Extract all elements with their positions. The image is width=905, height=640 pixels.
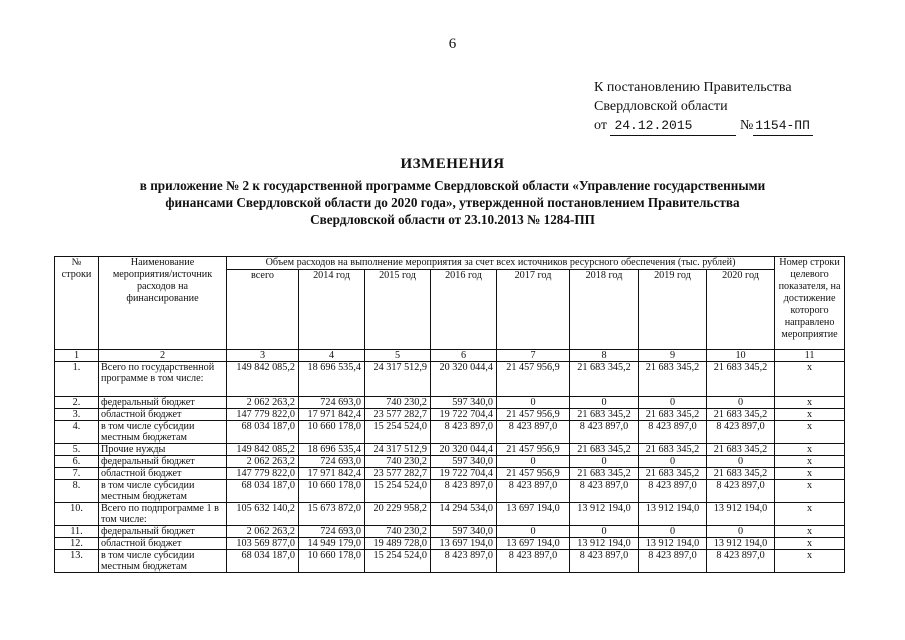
value-cell: 105 632 140,2 [227, 503, 299, 526]
header-volume: Объем расходов на выполнение мероприятия за счет всех источников ресурсного обеспечения (тыс. рублей) [227, 257, 775, 270]
row-number-cell: 7. [55, 468, 99, 480]
value-cell: 8 423 897,0 [497, 421, 570, 444]
header-year: 2014 год [299, 270, 365, 350]
header-row-number: № строки [55, 257, 99, 350]
row-number-cell: 13. [55, 550, 99, 573]
row-number-cell: 8. [55, 480, 99, 503]
header-name: Наименование мероприятия/источник расходов на финансирование [99, 257, 227, 350]
value-cell: 17 971 842,4 [299, 468, 365, 480]
target-cell: х [775, 421, 845, 444]
header-year: 2015 год [365, 270, 431, 350]
approval-date-number [594, 116, 813, 136]
row-name-cell: федеральный бюджет [99, 456, 227, 468]
value-cell: 21 683 345,2 [707, 468, 775, 480]
target-cell: х [775, 538, 845, 550]
value-cell: 13 912 194,0 [639, 538, 707, 550]
value-cell: 23 577 282,7 [365, 409, 431, 421]
value-cell: 8 423 897,0 [639, 421, 707, 444]
target-cell: х [775, 409, 845, 421]
row-number-cell: 11. [55, 526, 99, 538]
target-cell: х [775, 503, 845, 526]
value-cell: 24 317 512,9 [365, 444, 431, 456]
value-cell: 2 062 263,2 [227, 526, 299, 538]
value-cell: 15 254 524,0 [365, 480, 431, 503]
value-cell: 13 912 194,0 [570, 503, 639, 526]
header-total: всего [227, 270, 299, 350]
row-name-cell: областной бюджет [99, 538, 227, 550]
row-name-cell: в том числе субсидии местным бюджетам [99, 550, 227, 573]
value-cell: 2 062 263,2 [227, 456, 299, 468]
value-cell: 21 683 345,2 [707, 444, 775, 456]
value-cell: 10 660 178,0 [299, 550, 365, 573]
document-title [40, 156, 865, 228]
target-cell: х [775, 526, 845, 538]
value-cell: 0 [639, 526, 707, 538]
value-cell: 0 [707, 456, 775, 468]
page-number: 6 [448, 36, 457, 52]
value-cell: 21 683 345,2 [639, 444, 707, 456]
table-row [55, 550, 845, 573]
value-cell: 149 842 085,2 [227, 362, 299, 397]
column-index: 5 [365, 350, 431, 362]
number-label: № [739, 118, 754, 133]
value-cell: 8 423 897,0 [707, 480, 775, 503]
value-cell: 17 971 842,4 [299, 409, 365, 421]
column-index: 9 [639, 350, 707, 362]
value-cell: 21 683 345,2 [639, 362, 707, 397]
value-cell: 14 949 179,0 [299, 538, 365, 550]
approval-line-1: К постановлению Правительства [594, 80, 792, 95]
decree-number: 1154-ПП [753, 116, 813, 136]
value-cell: 0 [639, 456, 707, 468]
value-cell: 597 340,0 [431, 526, 497, 538]
table-row [55, 409, 845, 421]
value-cell: 15 254 524,0 [365, 550, 431, 573]
row-name-cell: в том числе субсидии местным бюджетам [99, 480, 227, 503]
value-cell: 740 230,2 [365, 397, 431, 409]
value-cell: 8 423 897,0 [497, 480, 570, 503]
value-cell: 19 722 704,4 [431, 409, 497, 421]
table-row [55, 468, 845, 480]
column-index: 11 [775, 350, 845, 362]
value-cell: 21 683 345,2 [707, 362, 775, 397]
target-cell: х [775, 397, 845, 409]
table-row [55, 503, 845, 526]
column-index: 10 [707, 350, 775, 362]
value-cell: 8 423 897,0 [639, 550, 707, 573]
target-cell: х [775, 468, 845, 480]
value-cell: 13 912 194,0 [707, 538, 775, 550]
row-number-cell: 12. [55, 538, 99, 550]
value-cell: 8 423 897,0 [431, 550, 497, 573]
table-row [55, 538, 845, 550]
value-cell: 0 [570, 397, 639, 409]
title-line-3: Свердловской области от 23.10.2013 № 1284-ПП [310, 212, 595, 227]
header-row-1 [55, 257, 845, 270]
header-year: 2020 год [707, 270, 775, 350]
value-cell: 8 423 897,0 [570, 550, 639, 573]
column-index: 3 [227, 350, 299, 362]
value-cell: 21 457 956,9 [497, 468, 570, 480]
value-cell: 21 683 345,2 [639, 468, 707, 480]
value-cell: 21 683 345,2 [707, 409, 775, 421]
row-number-cell: 2. [55, 397, 99, 409]
value-cell: 20 320 044,4 [431, 444, 497, 456]
table-row [55, 397, 845, 409]
header-year: 2018 год [570, 270, 639, 350]
row-number-cell: 10. [55, 503, 99, 526]
value-cell: 21 683 345,2 [570, 444, 639, 456]
header-year: 2016 год [431, 270, 497, 350]
table-body [55, 350, 845, 573]
value-cell: 740 230,2 [365, 456, 431, 468]
column-index-row [55, 350, 845, 362]
value-cell: 14 294 534,0 [431, 503, 497, 526]
approval-block [594, 78, 813, 136]
value-cell: 724 693,0 [299, 456, 365, 468]
value-cell: 21 683 345,2 [570, 362, 639, 397]
value-cell: 21 683 345,2 [570, 468, 639, 480]
value-cell: 724 693,0 [299, 397, 365, 409]
target-cell: х [775, 456, 845, 468]
table-row [55, 456, 845, 468]
column-index: 7 [497, 350, 570, 362]
row-name-cell: областной бюджет [99, 468, 227, 480]
column-index: 2 [99, 350, 227, 362]
value-cell: 23 577 282,7 [365, 468, 431, 480]
header-target: Номер строки целевого показателя, на достижение которого направлено мероприятие [775, 257, 845, 350]
row-number-cell: 4. [55, 421, 99, 444]
value-cell: 68 034 187,0 [227, 421, 299, 444]
table-row [55, 421, 845, 444]
value-cell: 8 423 897,0 [570, 480, 639, 503]
value-cell: 10 660 178,0 [299, 421, 365, 444]
value-cell: 13 697 194,0 [431, 538, 497, 550]
value-cell: 0 [497, 526, 570, 538]
table-row [55, 362, 845, 397]
target-cell: х [775, 550, 845, 573]
header-year: 2019 год [639, 270, 707, 350]
value-cell: 0 [570, 456, 639, 468]
value-cell: 103 569 877,0 [227, 538, 299, 550]
value-cell: 21 683 345,2 [570, 409, 639, 421]
value-cell: 13 912 194,0 [639, 503, 707, 526]
value-cell: 8 423 897,0 [570, 421, 639, 444]
value-cell: 13 912 194,0 [707, 503, 775, 526]
value-cell: 0 [707, 526, 775, 538]
row-name-cell: федеральный бюджет [99, 397, 227, 409]
value-cell: 0 [570, 526, 639, 538]
value-cell: 18 696 535,4 [299, 444, 365, 456]
value-cell: 147 779 822,0 [227, 409, 299, 421]
value-cell: 597 340,0 [431, 456, 497, 468]
value-cell: 8 423 897,0 [431, 480, 497, 503]
value-cell: 18 696 535,4 [299, 362, 365, 397]
row-name-cell: Всего по подпрограмме 1 в том числе: [99, 503, 227, 526]
row-name-cell: Всего по государственной программе в том числе: [99, 362, 227, 397]
value-cell: 2 062 263,2 [227, 397, 299, 409]
value-cell: 68 034 187,0 [227, 550, 299, 573]
value-cell: 149 842 085,2 [227, 444, 299, 456]
column-index: 4 [299, 350, 365, 362]
value-cell: 24 317 512,9 [365, 362, 431, 397]
value-cell: 20 320 044,4 [431, 362, 497, 397]
value-cell: 20 229 958,2 [365, 503, 431, 526]
value-cell: 0 [497, 397, 570, 409]
column-index: 6 [431, 350, 497, 362]
decree-date: 24.12.2015 [610, 116, 736, 136]
value-cell: 15 254 524,0 [365, 421, 431, 444]
table-row [55, 480, 845, 503]
value-cell: 21 457 956,9 [497, 444, 570, 456]
value-cell: 13 912 194,0 [570, 538, 639, 550]
approval-line-2: Свердловской области [594, 99, 728, 114]
value-cell: 19 722 704,4 [431, 468, 497, 480]
title-line-1: в приложение № 2 к государственной программе Свердловской области «Управление государственными [139, 178, 766, 193]
row-name-cell: в том числе субсидии местным бюджетам [99, 421, 227, 444]
value-cell: 8 423 897,0 [707, 550, 775, 573]
changes-table [54, 256, 845, 573]
value-cell: 597 340,0 [431, 397, 497, 409]
header-year: 2017 год [497, 270, 570, 350]
title-line-2: финансами Свердловской области до 2020 года», утвержденной постановлением Правительства [165, 195, 740, 210]
value-cell: 0 [639, 397, 707, 409]
table-row [55, 526, 845, 538]
column-index: 8 [570, 350, 639, 362]
value-cell: 15 673 872,0 [299, 503, 365, 526]
value-cell: 0 [497, 456, 570, 468]
value-cell: 724 693,0 [299, 526, 365, 538]
value-cell: 8 423 897,0 [707, 421, 775, 444]
value-cell: 21 683 345,2 [639, 409, 707, 421]
value-cell: 8 423 897,0 [497, 550, 570, 573]
row-number-cell: 1. [55, 362, 99, 397]
value-cell: 13 697 194,0 [497, 503, 570, 526]
row-number-cell: 3. [55, 409, 99, 421]
value-cell: 740 230,2 [365, 526, 431, 538]
target-cell: х [775, 480, 845, 503]
table-row [55, 444, 845, 456]
row-name-cell: Прочие нужды [99, 444, 227, 456]
value-cell: 8 423 897,0 [431, 421, 497, 444]
from-label: от [594, 118, 607, 133]
target-cell: х [775, 444, 845, 456]
row-name-cell: федеральный бюджет [99, 526, 227, 538]
value-cell: 21 457 956,9 [497, 409, 570, 421]
value-cell: 10 660 178,0 [299, 480, 365, 503]
row-number-cell: 5. [55, 444, 99, 456]
column-index: 1 [55, 350, 99, 362]
title-main: ИЗМЕНЕНИЯ [400, 156, 505, 172]
value-cell: 0 [707, 397, 775, 409]
value-cell: 21 457 956,9 [497, 362, 570, 397]
target-cell: х [775, 362, 845, 397]
row-number-cell: 6. [55, 456, 99, 468]
value-cell: 13 697 194,0 [497, 538, 570, 550]
value-cell: 68 034 187,0 [227, 480, 299, 503]
value-cell: 19 489 728,0 [365, 538, 431, 550]
row-name-cell: областной бюджет [99, 409, 227, 421]
value-cell: 8 423 897,0 [639, 480, 707, 503]
value-cell: 147 779 822,0 [227, 468, 299, 480]
